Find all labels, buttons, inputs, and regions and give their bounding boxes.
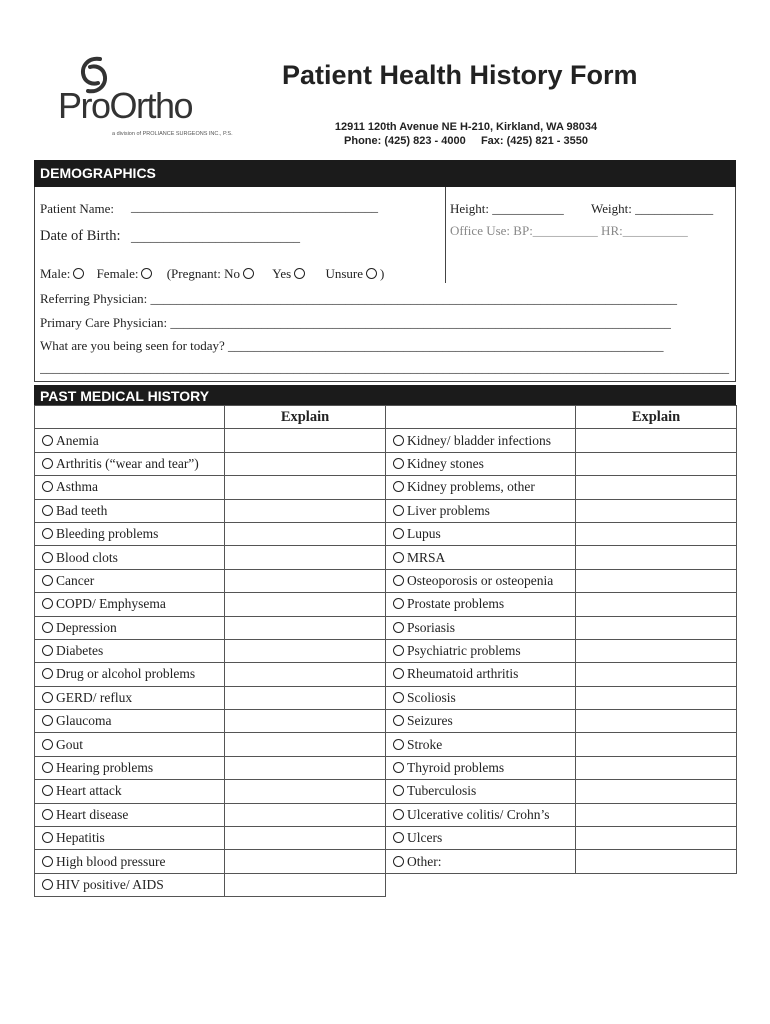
condition-checkbox-right[interactable] <box>386 499 576 522</box>
condition-radio[interactable] <box>393 622 404 633</box>
condition-label: Drug or alcohol problems <box>56 666 196 682</box>
explain-field-left[interactable] <box>225 522 386 545</box>
table-row <box>35 616 737 639</box>
condition-checkbox-left[interactable] <box>35 476 225 499</box>
explain-header-right: Explain <box>576 406 737 429</box>
explain-field-left[interactable] <box>225 476 386 499</box>
condition-checkbox-left[interactable] <box>35 873 225 896</box>
explain-field-left[interactable] <box>225 639 386 662</box>
condition-checkbox-left[interactable] <box>35 499 225 522</box>
condition-label: Arthritis (“wear and tear”) <box>56 455 199 471</box>
condition-checkbox-left[interactable] <box>35 733 225 756</box>
condition-radio[interactable] <box>393 832 404 843</box>
condition-radio[interactable] <box>42 692 53 703</box>
table-row <box>35 827 737 850</box>
condition-checkbox-left[interactable] <box>35 827 225 850</box>
condition-checkbox-left[interactable] <box>35 780 225 803</box>
clinic-address-block <box>280 120 652 148</box>
condition-radio[interactable] <box>393 528 404 539</box>
explain-field-right[interactable] <box>576 452 737 475</box>
dob-field[interactable]: __________________________ <box>131 229 300 244</box>
reason-for-visit-extra-line[interactable]: __________________________________________________________________________________________________________ <box>40 360 729 375</box>
condition-radio[interactable] <box>393 668 404 679</box>
table-row <box>35 663 737 686</box>
clinic-phone-fax: Phone: (425) 823 - 4000 Fax: (425) 821 - 3550 <box>344 135 588 147</box>
condition-radio[interactable] <box>42 645 53 656</box>
condition-radio[interactable] <box>42 458 53 469</box>
condition-checkbox-right[interactable] <box>386 452 576 475</box>
condition-checkbox-left[interactable] <box>35 429 225 452</box>
table-row <box>35 546 737 569</box>
condition-radio[interactable] <box>42 435 53 446</box>
condition-checkbox-right[interactable] <box>386 546 576 569</box>
condition-label: Psychiatric problems <box>407 643 521 659</box>
explain-field-left[interactable] <box>225 429 386 452</box>
clinic-address: 12911 120th Avenue NE H-210, Kirkland, WA 98034 <box>334 121 598 133</box>
condition-checkbox-right[interactable] <box>386 616 576 639</box>
condition-radio[interactable] <box>393 715 404 726</box>
explain-field-right[interactable] <box>576 616 737 639</box>
explain-field-left[interactable] <box>225 452 386 475</box>
condition-label: Tuberculosis <box>407 783 477 799</box>
pregnant-no-label: (Pregnant: No <box>166 266 241 281</box>
explain-field-right[interactable] <box>576 827 737 850</box>
condition-checkbox-left[interactable] <box>35 569 225 592</box>
condition-radio[interactable] <box>42 785 53 796</box>
table-row <box>35 569 737 592</box>
condition-checkbox-right[interactable] <box>386 710 576 733</box>
explain-field-left[interactable] <box>225 663 386 686</box>
condition-radio[interactable] <box>393 505 404 516</box>
explain-field-right[interactable] <box>576 522 737 545</box>
condition-radio[interactable] <box>393 809 404 820</box>
sex-pregnancy-row <box>40 266 384 282</box>
explain-field-right[interactable] <box>576 756 737 779</box>
condition-checkbox-left[interactable] <box>35 663 225 686</box>
explain-field-right[interactable] <box>576 733 737 756</box>
condition-label: Cancer <box>56 572 95 588</box>
condition-label: Psoriasis <box>407 619 456 635</box>
reason-for-visit-field[interactable]: What are you being seen for today? ___________________________________________________________________ <box>40 338 664 353</box>
explain-header-left: Explain <box>225 406 386 429</box>
female-label: Female: <box>96 266 139 281</box>
condition-checkbox-left[interactable] <box>35 616 225 639</box>
condition-label: Blood clots <box>56 549 118 565</box>
condition-label: Diabetes <box>56 643 104 659</box>
condition-checkbox-left[interactable] <box>35 710 225 733</box>
condition-label: Stroke <box>407 736 443 752</box>
condition-label: GERD/ reflux <box>56 689 133 705</box>
explain-field-right[interactable] <box>576 476 737 499</box>
pmh-table <box>34 405 737 897</box>
explain-field-right[interactable] <box>576 803 737 826</box>
patient-name-label: Patient Name: <box>40 201 115 216</box>
female-radio[interactable] <box>141 268 152 279</box>
condition-radio[interactable] <box>393 785 404 796</box>
explain-field-left[interactable] <box>225 803 386 826</box>
condition-radio[interactable] <box>393 575 404 586</box>
condition-checkbox-right[interactable] <box>386 639 576 662</box>
table-row <box>35 639 737 662</box>
demographics-section <box>34 160 736 382</box>
condition-checkbox-left[interactable] <box>35 593 225 616</box>
pmh-header-row <box>35 406 737 429</box>
form-title: Patient Health History Form <box>282 60 638 90</box>
condition-label: Heart attack <box>56 783 122 799</box>
condition-label: HIV positive/ AIDS <box>56 877 164 892</box>
condition-radio[interactable] <box>393 435 404 446</box>
condition-label: Liver problems <box>407 502 490 518</box>
male-label: Male: <box>40 266 71 281</box>
condition-radio[interactable] <box>42 575 53 586</box>
condition-checkbox-right[interactable] <box>386 429 576 452</box>
condition-label: Kidney stones <box>407 455 484 471</box>
condition-label: Seizures <box>407 713 453 729</box>
explain-field-left[interactable] <box>225 756 386 779</box>
condition-radio[interactable] <box>42 622 53 633</box>
condition-checkbox-right[interactable] <box>386 686 576 709</box>
explain-field-left[interactable] <box>225 873 386 896</box>
condition-checkbox-right[interactable] <box>386 569 576 592</box>
pregnant-unsure-radio[interactable] <box>366 268 377 279</box>
condition-label: Bad teeth <box>56 502 108 518</box>
patient-name-field[interactable]: ______________________________________ <box>131 199 378 214</box>
condition-checkbox-right[interactable] <box>386 780 576 803</box>
condition-radio[interactable] <box>393 739 404 750</box>
pregnant-unsure-label: Unsure <box>325 266 363 281</box>
condition-label: Prostate problems <box>407 596 505 612</box>
explain-field-right[interactable] <box>576 639 737 662</box>
explain-field-right[interactable] <box>576 569 737 592</box>
condition-label: Hearing problems <box>56 760 154 776</box>
condition-label: Gout <box>56 736 83 752</box>
condition-checkbox-left[interactable] <box>35 686 225 709</box>
pmh-condition-header-left <box>35 406 225 429</box>
pregnant-no-radio[interactable] <box>243 268 254 279</box>
male-radio[interactable] <box>73 268 84 279</box>
pmh-heading: PAST MEDICAL HISTORY <box>34 385 736 405</box>
table-row <box>35 850 737 873</box>
explain-field-left[interactable] <box>225 499 386 522</box>
condition-checkbox-left[interactable] <box>35 850 225 873</box>
table-row <box>35 780 737 803</box>
condition-radio[interactable] <box>42 481 53 492</box>
condition-checkbox-right[interactable] <box>386 522 576 545</box>
table-row <box>35 710 737 733</box>
pregnant-yes-radio[interactable] <box>294 268 305 279</box>
condition-label: Kidney problems, other <box>407 479 535 495</box>
condition-checkbox-right[interactable] <box>386 756 576 779</box>
explain-field-left[interactable] <box>225 616 386 639</box>
explain-field-left[interactable] <box>225 710 386 733</box>
condition-radio[interactable] <box>42 879 53 890</box>
condition-label: High blood pressure <box>56 853 166 869</box>
demographics-divider <box>445 187 446 283</box>
explain-field-right[interactable] <box>576 546 737 569</box>
condition-checkbox-right[interactable] <box>386 850 576 873</box>
condition-label: Hepatitis <box>56 830 105 846</box>
condition-radio[interactable] <box>42 552 53 563</box>
condition-checkbox-right[interactable] <box>386 663 576 686</box>
condition-label: Bleeding problems <box>56 526 159 542</box>
table-row <box>35 803 737 826</box>
explain-field-right[interactable] <box>576 686 737 709</box>
logo-tagline: a division of PROLIANCE SURGEONS INC., P.S. <box>112 131 233 137</box>
condition-radio[interactable] <box>393 458 404 469</box>
condition-radio[interactable] <box>42 528 53 539</box>
condition-label: Other: <box>407 853 442 869</box>
condition-checkbox-right[interactable] <box>386 476 576 499</box>
explain-field-right[interactable] <box>576 850 737 873</box>
condition-label: Glaucoma <box>56 713 112 729</box>
explain-field-right[interactable] <box>576 663 737 686</box>
demographics-heading: DEMOGRAPHICS <box>34 160 736 187</box>
condition-checkbox-left[interactable] <box>35 756 225 779</box>
condition-label: Scoliosis <box>407 689 456 705</box>
condition-label: Asthma <box>56 479 98 495</box>
empty-cell <box>386 873 576 896</box>
explain-field-right[interactable] <box>576 499 737 522</box>
primary-care-physician-field[interactable]: Primary Care Physician: _____________________________________________________________________________ <box>40 315 671 330</box>
office-use-field: Office Use: BP:__________ HR:__________ <box>450 223 688 238</box>
table-row <box>35 756 737 779</box>
table-row <box>35 733 737 756</box>
condition-label: Heart disease <box>56 806 129 822</box>
height-field[interactable]: Height: ___________ <box>450 201 564 216</box>
condition-radio[interactable] <box>42 762 53 773</box>
condition-radio[interactable] <box>42 809 53 820</box>
table-row <box>35 873 737 896</box>
condition-radio[interactable] <box>393 552 404 563</box>
explain-field-left[interactable] <box>225 850 386 873</box>
condition-label: Lupus <box>407 526 441 542</box>
explain-field-right[interactable] <box>576 429 737 452</box>
condition-radio[interactable] <box>42 739 53 750</box>
condition-label: Anemia <box>56 432 99 448</box>
explain-field-left[interactable] <box>225 780 386 803</box>
explain-field-left[interactable] <box>225 733 386 756</box>
explain-field-right[interactable] <box>576 780 737 803</box>
condition-radio[interactable] <box>42 505 53 516</box>
condition-radio[interactable] <box>42 856 53 867</box>
table-row <box>35 452 737 475</box>
explain-field-left[interactable] <box>225 569 386 592</box>
condition-radio[interactable] <box>393 762 404 773</box>
explain-field-left[interactable] <box>225 593 386 616</box>
condition-radio[interactable] <box>393 692 404 703</box>
referring-physician-field[interactable]: Referring Physician: _________________________________________________________________________________ <box>40 291 677 306</box>
condition-label: Depression <box>56 619 117 635</box>
close-paren: ) <box>379 266 385 281</box>
condition-checkbox-right[interactable] <box>386 733 576 756</box>
pregnant-yes-label: Yes <box>272 266 292 281</box>
table-row <box>35 476 737 499</box>
condition-radio[interactable] <box>42 832 53 843</box>
table-row <box>35 499 737 522</box>
weight-field[interactable]: Weight: ____________ <box>591 201 714 216</box>
condition-label: MRSA <box>407 549 446 565</box>
condition-checkbox-left[interactable] <box>35 452 225 475</box>
table-row <box>35 429 737 452</box>
condition-radio[interactable] <box>42 598 53 609</box>
condition-checkbox-left[interactable] <box>35 803 225 826</box>
condition-label: Rheumatoid arthritis <box>407 666 519 682</box>
explain-field-right[interactable] <box>576 710 737 733</box>
condition-radio[interactable] <box>42 668 53 679</box>
condition-label: Osteoporosis or osteopenia <box>407 572 554 588</box>
condition-checkbox-right[interactable] <box>386 593 576 616</box>
condition-checkbox-right[interactable] <box>386 803 576 826</box>
condition-label: COPD/ Emphysema <box>56 596 166 612</box>
condition-radio[interactable] <box>42 715 53 726</box>
table-row <box>35 593 737 616</box>
condition-checkbox-left[interactable] <box>35 639 225 662</box>
dob-label: Date of Birth: <box>40 228 121 244</box>
table-row <box>35 522 737 545</box>
proortho-logo <box>58 55 233 140</box>
condition-label: Ulcerative colitis/ Crohn’s <box>407 806 550 822</box>
empty-cell <box>576 873 737 896</box>
condition-radio[interactable] <box>393 481 404 492</box>
table-row <box>35 686 737 709</box>
condition-checkbox-right[interactable] <box>386 827 576 850</box>
condition-radio[interactable] <box>393 856 404 867</box>
explain-field-left[interactable] <box>225 546 386 569</box>
condition-label: Ulcers <box>407 830 443 846</box>
condition-checkbox-left[interactable] <box>35 522 225 545</box>
condition-label: Kidney/ bladder infections <box>407 432 551 448</box>
pmh-condition-header-right <box>386 406 576 429</box>
logo-name: ProOrtho <box>58 85 193 126</box>
condition-radio[interactable] <box>393 645 404 656</box>
explain-field-left[interactable] <box>225 686 386 709</box>
condition-label: Thyroid problems <box>407 760 505 776</box>
condition-radio[interactable] <box>393 598 404 609</box>
condition-checkbox-left[interactable] <box>35 546 225 569</box>
explain-field-right[interactable] <box>576 593 737 616</box>
explain-field-left[interactable] <box>225 827 386 850</box>
